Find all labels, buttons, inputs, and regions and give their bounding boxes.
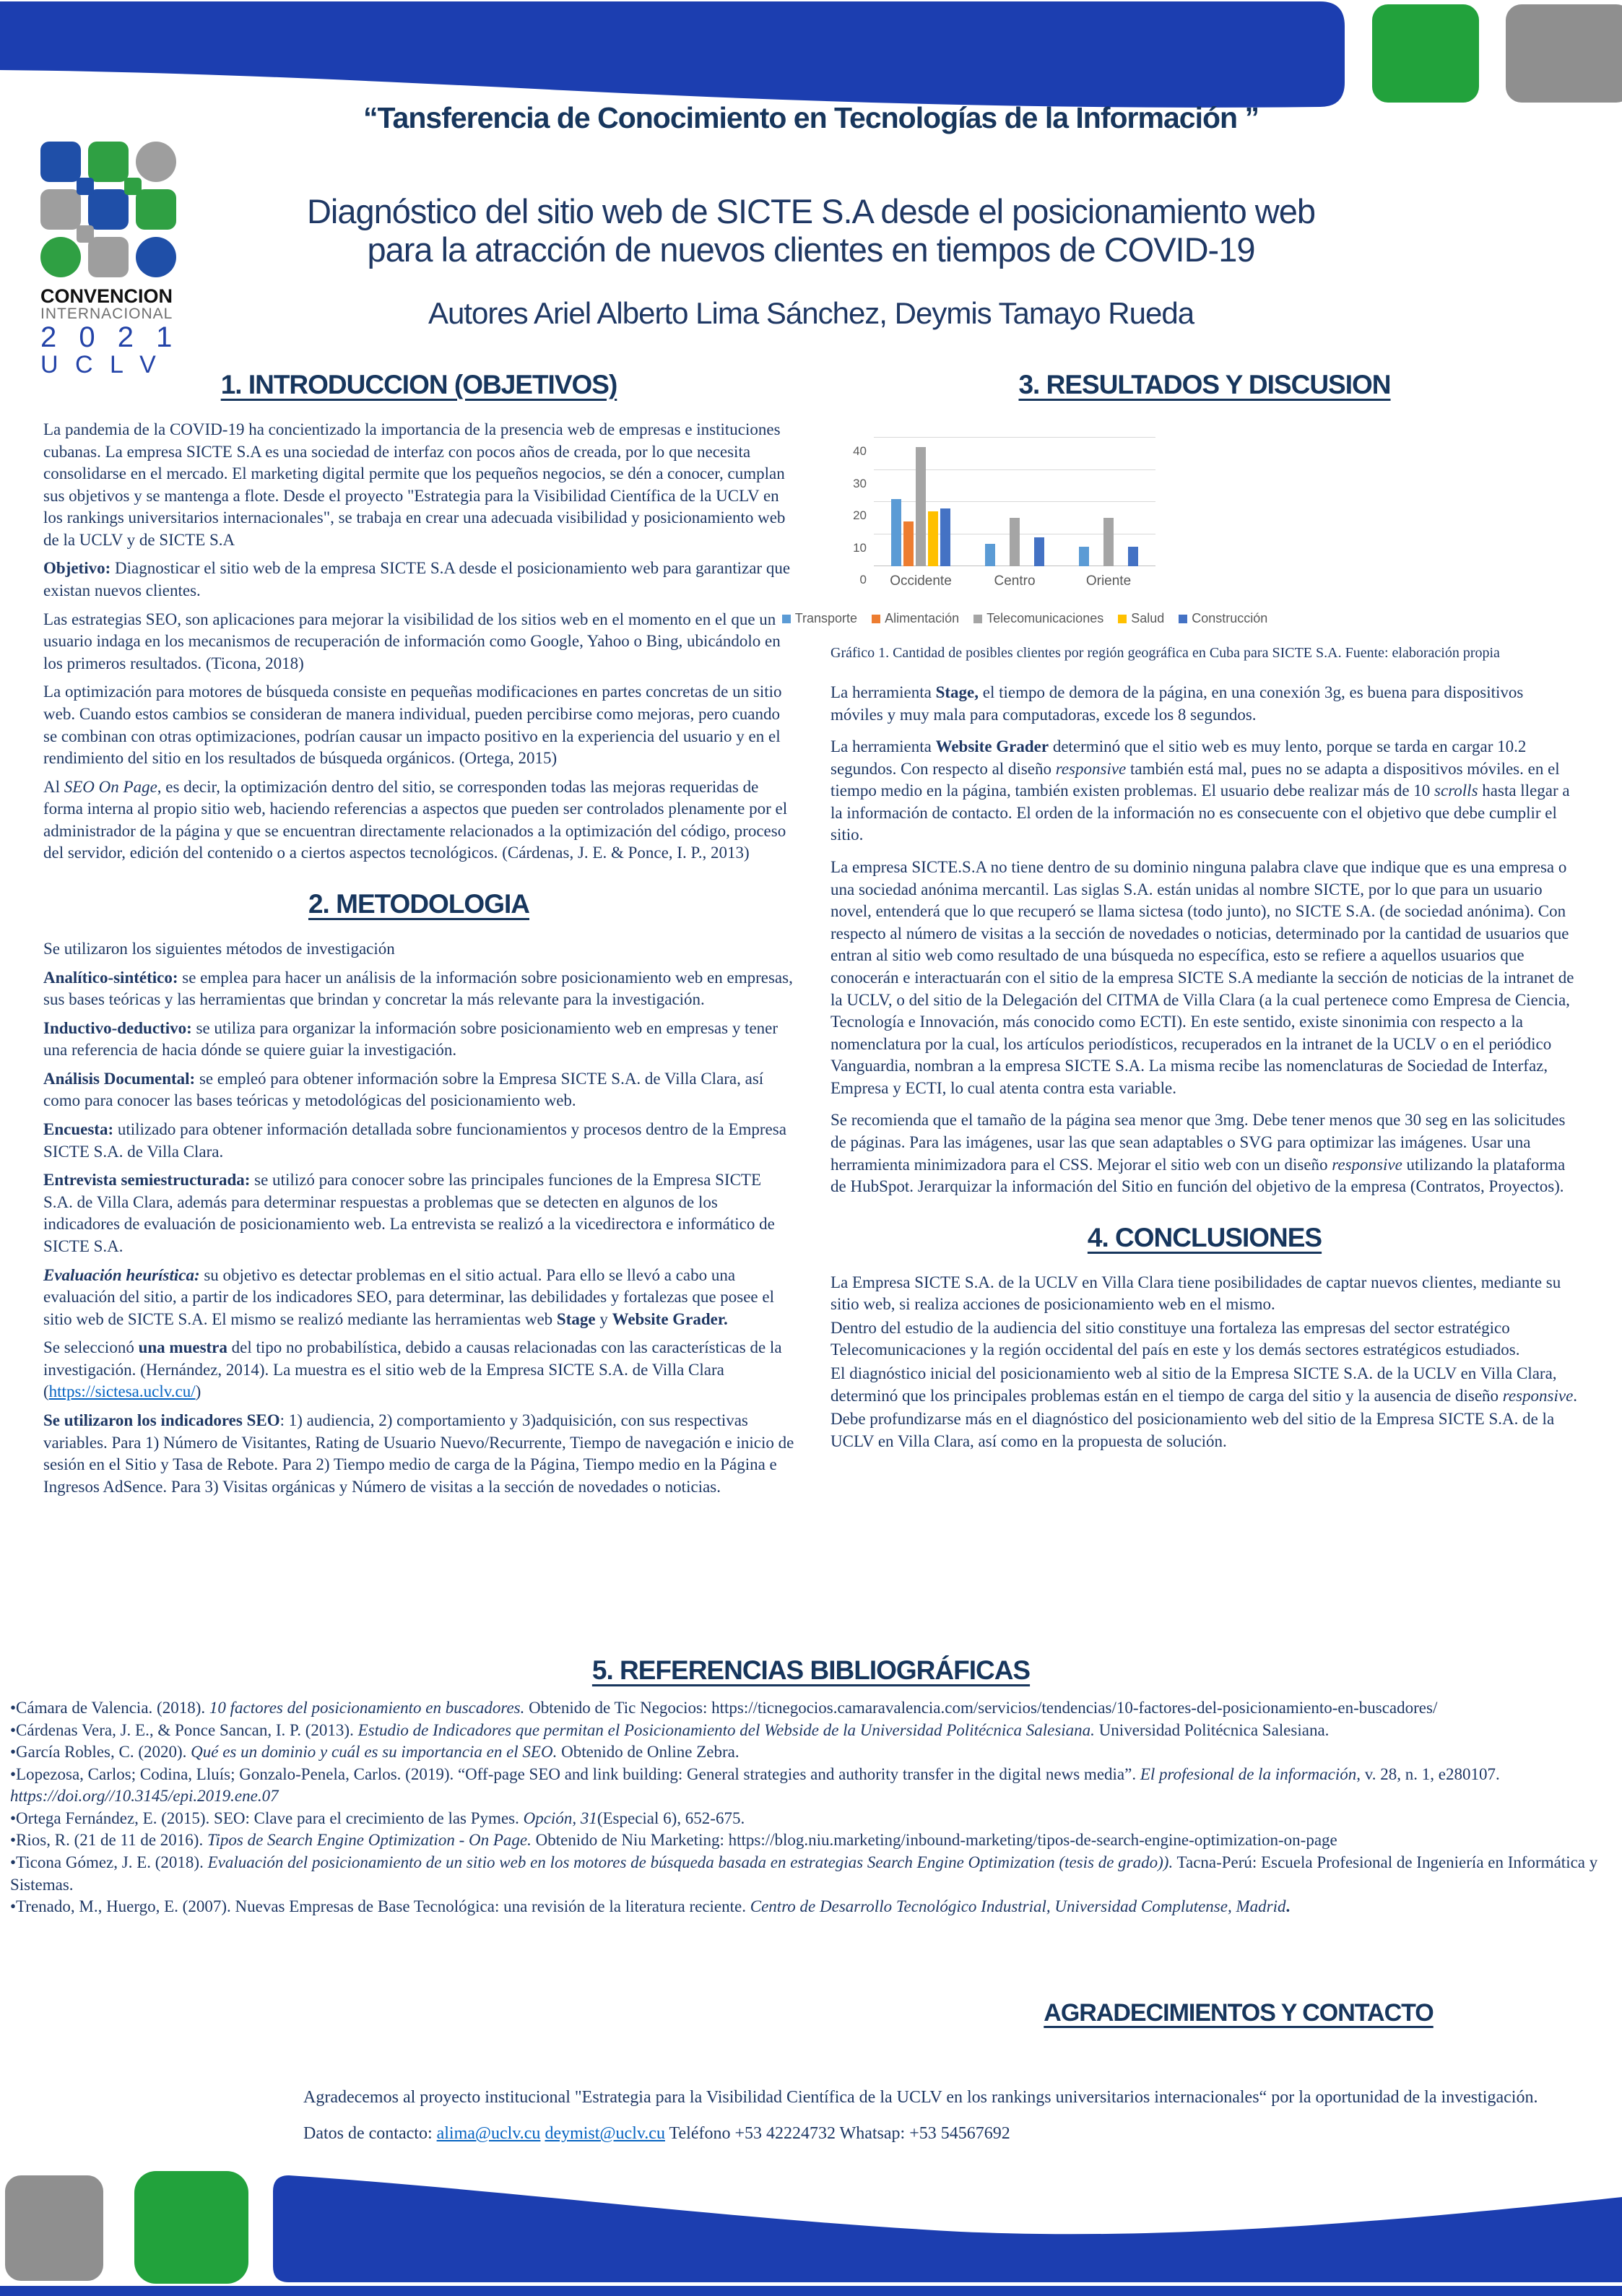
poster-title-line2: para la atracción de nuevos clientes en tiempos de COVID-19 xyxy=(367,230,1255,269)
paragraph: •Ticona Gómez, J. E. (2018). Evaluación del posicionamiento de un sitio web en los motores de búsqueda basada en estrategias Search Engine Optimization (tesis de grado)). Tacna-Perú: Escuela Profesional de Ingeniería en Informática y Sistemas. xyxy=(10,1853,1598,1894)
bar-transporte-occidente xyxy=(891,499,901,566)
bar-construcción-oriente xyxy=(1128,547,1138,566)
bar-telecomunicaciones-centro xyxy=(1010,518,1020,566)
event-title: “Tansferencia de Conocimiento en Tecnologías de la Información ” xyxy=(363,101,1259,134)
paragraph: Entrevista semiestructurada: se utilizó para conocer sobre las principales funciones de la Empresa SICTE S.A. de Villa Clara, además para determinar respuestas a problemas que se detecten en algunos de los indicadores de evaluación de posicionamiento web. La entrevista se realizó a la vicedirectora e informático de SICTE S.A. xyxy=(43,1171,775,1255)
x-category-label: Centro xyxy=(994,573,1036,589)
references-list xyxy=(10,1697,1612,1918)
chart-legend xyxy=(794,611,1268,626)
bar-construcción-occidente xyxy=(940,508,950,566)
bar-group-oriente xyxy=(1062,438,1155,566)
y-tick-label: 0 xyxy=(859,573,867,586)
bar-construcción-centro xyxy=(1034,537,1044,566)
paragraph: •Trenado, M., Huergo, E. (2007). Nuevas Empresas de Base Tecnológica: una revisión de la literatura reciente. Centro de Desarrollo Tecnológico Industrial, Universidad Complutense, Madrid. xyxy=(10,1897,1291,1916)
paragraph: •Rios, R. (21 de 11 de 2016). Tipos de Search Engine Optimization - On Page. Obtenido de Niu Marketing: https://blog.niu.marketing/inbound-marketing/tipos-de-search-engine-optimization-on-page xyxy=(10,1831,1337,1850)
paragraph: •Cámara de Valencia. (2018). 10 factores del posicionamiento en buscadores. Obtenido de Tic Negocios: https://ticnegocios.camaravalencia.com/servicios/tendencias/10-factores-del-posicionamiento-en-buscadores/ xyxy=(10,1699,1438,1717)
bar-group-occidente xyxy=(874,438,968,566)
authors-line: Autores Ariel Alberto Lima Sánchez, Deymis Tamayo Rueda xyxy=(428,296,1194,330)
bar-telecomunicaciones-occidente xyxy=(916,447,926,566)
bar-transporte-oriente xyxy=(1079,547,1089,566)
conclusiones-text xyxy=(830,1272,1579,1453)
paragraph: Dentro del estudio de la audiencia del sitio constituye una fortaleza las empresas del sector estratégico Telecomunicaciones y la región occidental del país en este y los demás sectores estratégicos estudiados. xyxy=(830,1318,1520,1359)
logo-line-2021: 2 0 2 1 xyxy=(40,321,180,354)
legend-item-transporte xyxy=(782,611,857,626)
x-category-label: Occidente xyxy=(890,573,952,589)
paragraph: Datos de contacto: alima@uclv.cu deymist@uclv.cu Teléfono +53 42224732 Whatsap: +53 54567692 xyxy=(303,2124,1010,2143)
bar-groups xyxy=(874,438,1155,566)
y-tick-label: 40 xyxy=(853,444,867,458)
paragraph: Agradecemos al proyecto institucional "Estrategia para la Visibilidad Científica de la UCLV en los rankings universitarios internacionales“ por la oportunidad de la investigación. xyxy=(303,2088,1538,2107)
paragraph: La empresa SICTE.S.A no tiene dentro de su dominio ninguna palabra clave que indique que es una empresa o una sociedad anónima mercantil. Las siglas S.A. están unidas al nombre SICTE, por lo que para un usuario novel, entenderá que lo que recuperó se llama sictesa (todo junto), no SICTE S.A. (de sociedad anónima). Con respecto al número de visitas a la sección de novedades o noticias, determinado por la cantidad de usuarios que entran al sitio web como resultado de una búsqueda no específica, esto se refiere a aquellos usuarios que conocerán e interactuarán con el sitio de la empresa SICTE S.A mediante la sección de noticias de la intranet de la UCLV, o del sitio de la Delegación del CITMA de Villa Clara (a la cual pertenece como Empresa de Ciencia, Tecnología e Innovación, más conocido como ECTI). En este sentido, existe sinonimia con respecto a la nomenclatura por la cual, los artículos periodísticos, recuperados en la intranet de la UCLV o en el periódico Vanguardia, nombran a la empresa SICTE S.A. La misma recibe las nomenclaturas de Sociedad de Interfaz, Empresa y ECTI, lo cual atenta contra esta variable. xyxy=(830,858,1574,1097)
paragraph: La herramienta Stage, el tiempo de demora de la página, en una conexión 3g, es buena para dispositivos móviles y muy mala para computadoras, excede los 8 segundos. xyxy=(830,683,1524,724)
y-tick-label: 30 xyxy=(853,476,867,490)
bar-group-centro xyxy=(968,438,1062,566)
section-heading-resultados: 3. RESULTADOS Y DISCUSION xyxy=(1018,370,1391,399)
paragraph: Se recomienda que el tamaño de la página sea menor que 3mg. Debe tener menos que 30 seg en las solicitudes de páginas. Para las imágenes, usar las que sean adaptables o SVG para optimizar las imágenes. Usar una herramienta minimizadora para el CSS. Mejorar el sitio web con un diseño responsive utilizando la plataforma de HubSpot. Jerarquizar la información del Sitio en función del objetivo de la empresa (Contratos, Proyectos). xyxy=(830,1111,1566,1196)
legend-label: Construcción xyxy=(1192,611,1268,625)
paragraph: Debe profundizarse más en el diagnóstico del posicionamiento web del sitio de la Empresa SICTE S.A. de la UCLV en Villa Clara, así como en la propuesta de solución. xyxy=(830,1410,1555,1450)
bar-salud-occidente xyxy=(928,511,938,566)
paragraph: El diagnóstico inicial del posicionamiento web al sitio de la Empresa SICTE S.A. de la UCLV en Villa Clara, determinó que los principales problemas están en el tiempo de carga del sitio y la ausencia de diseño responsive. xyxy=(830,1364,1578,1405)
paragraph: La pandemia de la COVID-19 ha concientizado la importancia de la presencia web de empresas e instituciones cubanas. La empresa SICTE S.A es una sociedad de interfaz con pocos años de creada, por lo que necesita consolidarse en el mercado. El marketing digital permite que los pequeños negocios, se dén a conocer, cumplan sus objetivos y se mantenga a flote. Desde el proyecto "Estrategia para la Visibilidad Científica de la UCLV en los rankings universitarios internacionales", se trabaja en crear una adecuada visibilidad y posicionamiento web de la UCLV y de SICTE S.A xyxy=(43,420,786,549)
header-gray-block xyxy=(1506,4,1622,103)
legend-label: Salud xyxy=(1131,611,1165,625)
agradecimientos-text xyxy=(303,2084,1577,2157)
logo-line-convencion: CONVENCION xyxy=(40,285,173,307)
paragraph: •García Robles, C. (2020). Qué es un dominio y cuál es su importancia en el SEO. Obtenido de Online Zebra. xyxy=(10,1743,740,1762)
legend-label: Transporte xyxy=(794,611,858,625)
right-column xyxy=(794,370,1579,1454)
paragraph: Encuesta: utilizado para obtener información detallada sobre funcionamientos y procesos dentro de la Empresa SICTE S.A. de Villa Clara. xyxy=(43,1120,786,1161)
resultados-text xyxy=(830,682,1579,1198)
content-columns xyxy=(43,370,1579,1504)
section-heading-metodologia: 2. METODOLOGIA xyxy=(308,888,529,919)
paragraph: La herramienta Website Grader determinó que el sitio web es muy lento, porque se tarda en cargar 10.2 segundos. Con respecto al diseño responsive también está mal, pues no se adapta a dispositivos móviles. en el tiempo medio en la página, también existen problemas. El usuario debe realizar más de 10 scrolls hasta llegar a la información de contacto. El orden de la información no es consecuente con el objetivo que debe cumplir el sitio. xyxy=(830,737,1570,844)
link[interactable]: https://sictesa.uclv.cu/ xyxy=(48,1382,196,1401)
legend-item-telecomunicaciones xyxy=(973,611,1103,626)
paragraph: Las estrategias SEO, son aplicaciones para mejorar la visibilidad de los sitios web en el momento en el que un usuario indaga en los mecanismos de recuperación de información como Google, Yahoo o Bing, ubicándolo en los primeros resultados. (Ticona, 2018) xyxy=(43,610,781,672)
introduccion-text xyxy=(43,419,794,865)
metodologia-text xyxy=(43,938,794,1498)
section-heading-referencias: 5. REFERENCIAS BIBLIOGRÁFICAS xyxy=(591,1655,1031,1685)
paragraph: Inductivo-deductivo: se utiliza para organizar la información sobre posicionamiento web en empresas y tener una referencia de hacia dónde se quiere guiar la investigación. xyxy=(43,1018,779,1060)
header-green-block xyxy=(1372,4,1479,103)
references-section xyxy=(10,1655,1612,1918)
paragraph: •Ortega Fernández, E. (2015). SEO: Clave para el crecimiento de las Pymes. Opción, 31(Especial 6), 652-675. xyxy=(10,1808,745,1827)
poster-title xyxy=(0,192,1622,269)
legend-item-salud xyxy=(1118,611,1164,626)
link[interactable]: alima@uclv.cu xyxy=(436,2124,541,2143)
paragraph: Análisis Documental: se empleó para obtener información sobre la Empresa SICTE S.A. de Villa Clara, así como para conocer las bases teóricas y metodológicas del posicionamiento web. xyxy=(43,1069,764,1110)
section-heading-introduccion: 1. INTRODUCCION (OBJETIVOS) xyxy=(220,370,617,399)
paragraph: Al SEO On Page, es decir, la optimización dentro del sitio, se corresponden todas las mejoras requeridas de forma interna al propio sitio web, haciendo referencias a aspectos que pueden ser controlados plenamente por el administrador de la página y que se encuentran directamente relacionados a la optimización del código, proceso del servidor, edición del contenido o a ciertos aspectos tecnológicos. (Cárdenas, J. E. & Ponce, I. P., 2013) xyxy=(43,777,788,862)
paragraph: Se seleccionó una muestra del tipo no probabilística, debido a causas relacionadas con las características de la investigación. (Hernández, 2014). La muestra es el sitio web de la Empresa SICTE S.A. de Villa Clara (https://sictesa.uclv.cu/) xyxy=(43,1338,782,1401)
footer-wave-decoration xyxy=(0,2167,1622,2296)
bar-telecomunicaciones-oriente xyxy=(1103,518,1114,566)
legend-swatch xyxy=(1118,615,1127,623)
paragraph: https://doi.org//10.3145/epi.2019.ene.07 xyxy=(10,1787,279,1806)
legend-item-alimentación xyxy=(872,611,959,626)
legend-swatch xyxy=(973,615,982,623)
section-heading-conclusiones: 4. CONCLUSIONES xyxy=(1087,1222,1322,1252)
paragraph: Se utilizaron los indicadores SEO: 1) audiencia, 2) comportamiento y 3)adquisición, con sus respectivas variables. Para 1) Número de Visitantes, Rating de Usuario Nuevo/Recurrente, Tiempo de navegación e inicio de sesión en el Sitio y Tasa de Rebote. Para 2) Tiempo medio de carga de la Página, Tiempo medio en la Página e Ingresos AdSence. Para 3) Visitas orgánicas y Número de visitas a la sección de novedades o noticias. xyxy=(43,1411,794,1496)
y-tick-label: 10 xyxy=(853,540,867,555)
chart-caption: Gráfico 1. Cantidad de posibles clientes por región geográfica en Cuba para SICTE S.A. Fuente: elaboración propia xyxy=(830,645,1500,661)
paragraph: Analítico-sintético: se emplea para hacer un análisis de la información sobre posicionamiento web en empresas, sus bases teóricas y las herramientas que brindan y concretar la más relevante para la investigación. xyxy=(43,968,793,1009)
poster-title-line1: Diagnóstico del sitio web de SICTE S.A desde el posicionamiento web xyxy=(306,192,1316,230)
left-column xyxy=(43,370,794,1504)
legend-swatch xyxy=(872,615,880,623)
results-bar-chart xyxy=(794,438,1268,626)
link[interactable]: deymist@uclv.cu xyxy=(545,2124,665,2143)
y-tick-label: 20 xyxy=(853,508,867,522)
legend-label: Alimentación xyxy=(885,611,960,625)
legend-swatch xyxy=(782,615,791,623)
paragraph: La optimización para motores de búsqueda consiste en pequeñas modificaciones en partes concretas de un sitio web. Cuando estos cambios se consideran de manera individual, pueden percibirse como mejoras, pero cuando se combinan con otras optimizaciones, podrían causar un impacto positivo en la experiencia del usuario y en el rendimiento del sitio en los resultados de búsqueda orgánicos. (Ortega, 2015) xyxy=(43,683,782,768)
logo-line-uclv: U C L V xyxy=(40,351,161,379)
logo-line-internacional: INTERNACIONAL xyxy=(40,306,173,323)
x-category-label: Oriente xyxy=(1085,573,1132,589)
paragraph: Objetivo: Diagnosticar el sitio web de la empresa SICTE S.A desde el posicionamiento web para garantizar que existan nuevos clientes. xyxy=(43,559,791,600)
paragraph: •Cárdenas Vera, J. E., & Ponce Sancan, I. P. (2013). Estudio de Indicadores que permitan el Posicionamiento del Webside de la Universidad Politécnica Salesiana. Universidad Politécnica Salesiana. xyxy=(10,1720,1330,1739)
paragraph: Evaluación heurística: su objetivo es detectar problemas en el sitio actual. Para ello se llevó a cabo una evaluación del sitio, a partir de los indicadores SEO, para determinar, las debilidades y fortalezas que posee el sitio web de SICTE S.A. El mismo se realizó mediante las herramientas web Stage y Website Grader. xyxy=(43,1265,774,1328)
chart-category-axis xyxy=(874,566,1155,589)
section-heading-agradecimientos: AGRADECIMIENTOS Y CONTACTO xyxy=(1044,1999,1434,2027)
legend-swatch xyxy=(1179,615,1187,623)
bar-alimentación-occidente xyxy=(903,521,914,566)
paragraph: •Lopezosa, Carlos; Codina, Lluís; Gonzalo-Penela, Carlos. (2019). “Off-page SEO and link building: General strategies and authority transfer in the digital news media”. El profesional de la información, v. 28, n. 1, e280107. xyxy=(10,1764,1500,1783)
bar-transporte-centro xyxy=(985,544,995,566)
legend-item-construcción xyxy=(1179,611,1267,626)
paragraph: La Empresa SICTE S.A. de la UCLV en Villa Clara tiene posibilidades de captar nuevos clientes, mediante su sitio web, si realiza acciones de posicionamiento web en el mismo. xyxy=(830,1273,1561,1314)
paragraph: Se utilizaron los siguientes métodos de investigación xyxy=(43,939,395,958)
legend-label: Telecomunicaciones xyxy=(986,611,1104,625)
